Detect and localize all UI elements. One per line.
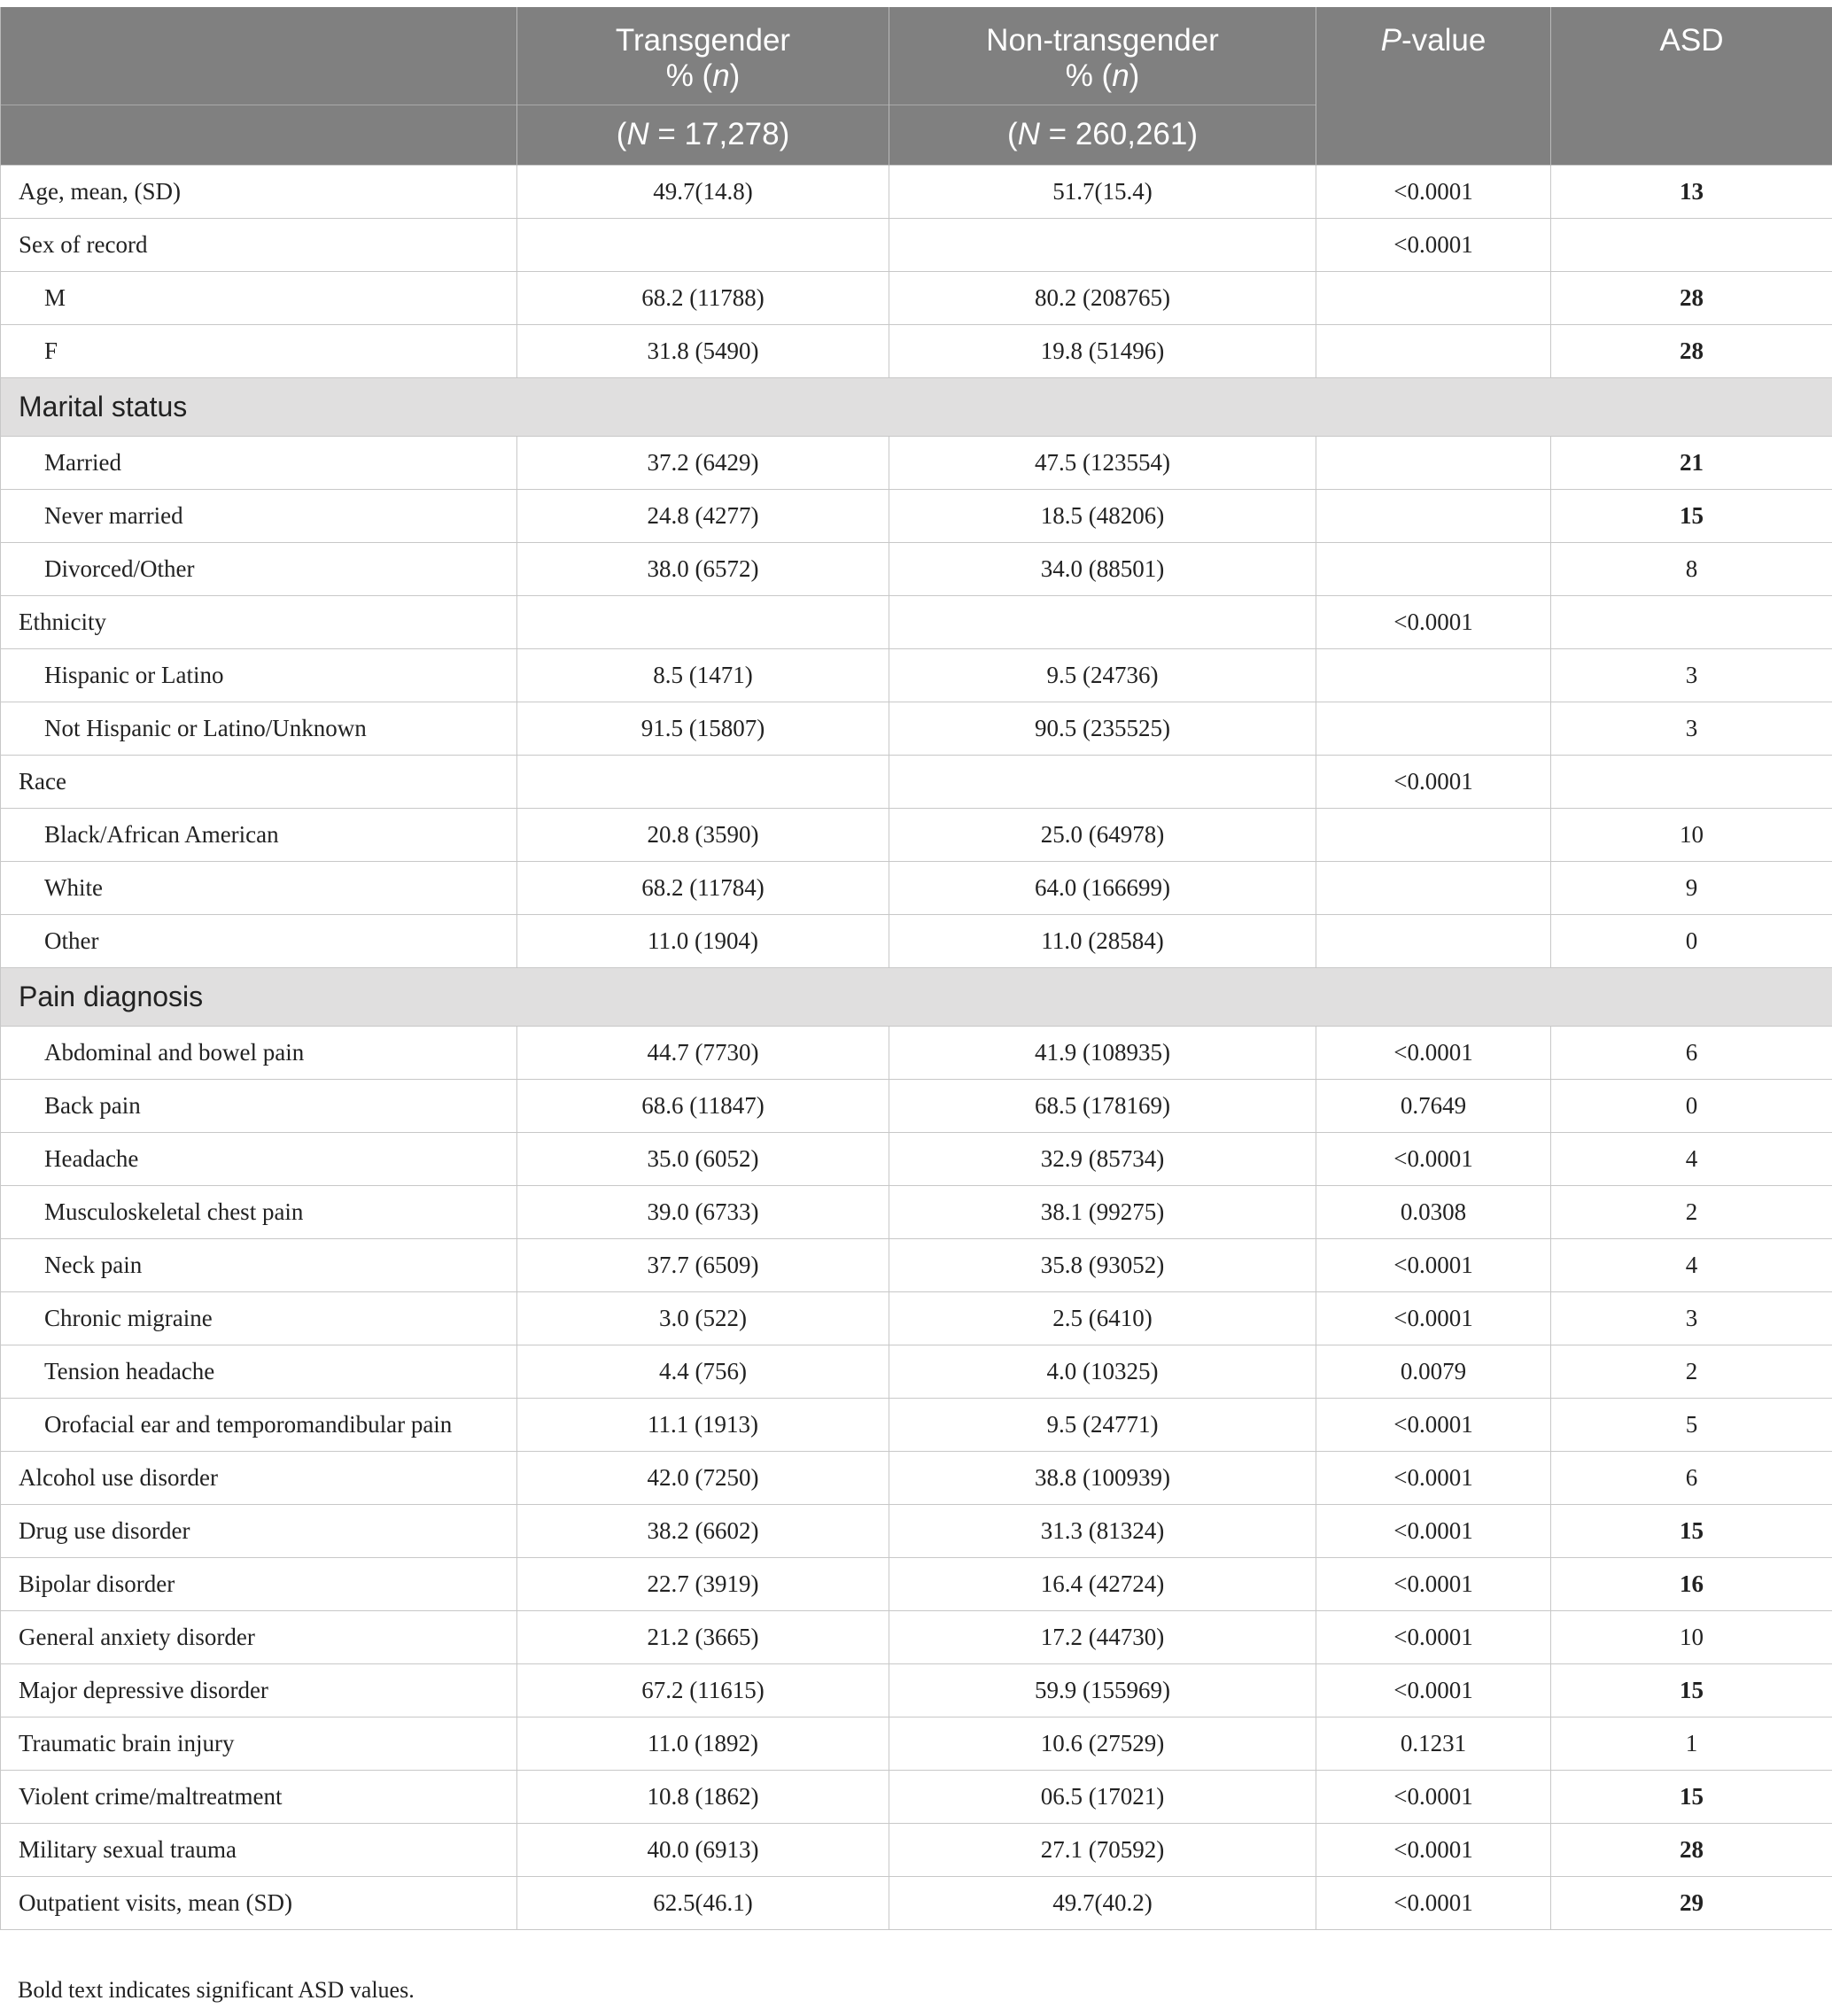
- nontransgender-value-cell: 27.1 (70592): [889, 1823, 1316, 1876]
- pvalue-cell: [1316, 324, 1551, 377]
- transgender-value-cell: 4.4 (756): [517, 1345, 889, 1398]
- transgender-value-cell: 39.0 (6733): [517, 1185, 889, 1238]
- transgender-value-cell: 68.2 (11788): [517, 271, 889, 324]
- table-row: [1, 702, 1832, 755]
- row-label-cell: Major depressive disorder: [1, 1663, 517, 1717]
- table-body: [1, 165, 1832, 1929]
- table-row: [1, 808, 1832, 861]
- row-label-cell: M: [1, 271, 517, 324]
- asd-value-cell: 5: [1551, 1398, 1832, 1451]
- pvalue-cell: [1316, 271, 1551, 324]
- table-row: [1, 324, 1832, 377]
- table-row: [1, 1238, 1832, 1291]
- transgender-value-cell: 68.6 (11847): [517, 1079, 889, 1132]
- nontransgender-value-cell: 64.0 (166699): [889, 861, 1316, 914]
- table-row: [1, 1398, 1832, 1451]
- header-pvalue: P-value: [1316, 7, 1551, 165]
- row-label-cell: Never married: [1, 489, 517, 542]
- pvalue-cell: <0.0001: [1316, 218, 1551, 271]
- table-row: [1, 1132, 1832, 1185]
- nontransgender-value-cell: [889, 595, 1316, 648]
- asd-value-cell: 0: [1551, 1079, 1832, 1132]
- row-label-cell: Orofacial ear and temporomandibular pain: [1, 1398, 517, 1451]
- asd-value-cell: 1: [1551, 1717, 1832, 1770]
- pvalue-cell: 0.0308: [1316, 1185, 1551, 1238]
- pvalue-cell: <0.0001: [1316, 1291, 1551, 1345]
- transgender-value-cell: 68.2 (11784): [517, 861, 889, 914]
- row-label-cell: Back pain: [1, 1079, 517, 1132]
- row-label-cell: Musculoskeletal chest pain: [1, 1185, 517, 1238]
- asd-value-cell: 6: [1551, 1451, 1832, 1504]
- table-footnote: Bold text indicates significant ASD values.: [18, 1977, 415, 2003]
- table-row: [1, 271, 1832, 324]
- asd-value-cell: 21: [1551, 436, 1832, 489]
- nontransgender-value-cell: 16.4 (42724): [889, 1557, 1316, 1610]
- pvalue-cell: [1316, 702, 1551, 755]
- nontransgender-value-cell: 9.5 (24736): [889, 648, 1316, 702]
- section-title: Pain diagnosis: [1, 967, 1832, 1026]
- transgender-value-cell: 37.7 (6509): [517, 1238, 889, 1291]
- asd-value-cell: 2: [1551, 1345, 1832, 1398]
- pvalue-cell: [1316, 542, 1551, 595]
- table-row: [1, 1876, 1832, 1929]
- transgender-value-cell: [517, 755, 889, 808]
- pvalue-cell: 0.0079: [1316, 1345, 1551, 1398]
- asd-value-cell: 28: [1551, 1823, 1832, 1876]
- transgender-value-cell: 21.2 (3665): [517, 1610, 889, 1663]
- pvalue-cell: <0.0001: [1316, 595, 1551, 648]
- row-label-cell: Race: [1, 755, 517, 808]
- transgender-value-cell: 8.5 (1471): [517, 648, 889, 702]
- row-label-cell: Tension headache: [1, 1345, 517, 1398]
- pvalue-cell: [1316, 436, 1551, 489]
- nontransgender-value-cell: 35.8 (93052): [889, 1238, 1316, 1291]
- table-header: [1, 7, 1832, 165]
- pvalue-cell: <0.0001: [1316, 1823, 1551, 1876]
- row-label-cell: Chronic migraine: [1, 1291, 517, 1345]
- transgender-value-cell: 44.7 (7730): [517, 1026, 889, 1079]
- row-label-cell: Headache: [1, 1132, 517, 1185]
- transgender-value-cell: [517, 595, 889, 648]
- row-label-cell: Alcohol use disorder: [1, 1451, 517, 1504]
- pvalue-cell: <0.0001: [1316, 1876, 1551, 1929]
- nontransgender-value-cell: 31.3 (81324): [889, 1504, 1316, 1557]
- pvalue-cell: <0.0001: [1316, 1238, 1551, 1291]
- pvalue-cell: [1316, 808, 1551, 861]
- table-row: [1, 1663, 1832, 1717]
- header-transgender-n: (N = 17,278): [517, 105, 889, 165]
- asd-value-cell: 3: [1551, 648, 1832, 702]
- row-label-cell: Not Hispanic or Latino/Unknown: [1, 702, 517, 755]
- section-header-row: [1, 377, 1832, 436]
- nontransgender-value-cell: 51.7(15.4): [889, 165, 1316, 218]
- transgender-value-cell: 10.8 (1862): [517, 1770, 889, 1823]
- header-asd: ASD: [1551, 7, 1832, 165]
- nontransgender-value-cell: 32.9 (85734): [889, 1132, 1316, 1185]
- transgender-value-cell: 38.2 (6602): [517, 1504, 889, 1557]
- transgender-value-cell: 20.8 (3590): [517, 808, 889, 861]
- table-row: [1, 436, 1832, 489]
- asd-value-cell: 29: [1551, 1876, 1832, 1929]
- row-label-cell: Outpatient visits, mean (SD): [1, 1876, 517, 1929]
- row-label-cell: Black/African American: [1, 808, 517, 861]
- table-row: [1, 861, 1832, 914]
- pvalue-cell: <0.0001: [1316, 165, 1551, 218]
- pvalue-cell: <0.0001: [1316, 1770, 1551, 1823]
- row-label-cell: Abdominal and bowel pain: [1, 1026, 517, 1079]
- asd-value-cell: 3: [1551, 702, 1832, 755]
- row-label-cell: Violent crime/maltreatment: [1, 1770, 517, 1823]
- asd-value-cell: 10: [1551, 808, 1832, 861]
- header-blank-cell: [1, 7, 517, 105]
- row-label-cell: Other: [1, 914, 517, 967]
- pvalue-cell: <0.0001: [1316, 1451, 1551, 1504]
- section-title: Marital status: [1, 377, 1832, 436]
- row-label-cell: Neck pain: [1, 1238, 517, 1291]
- transgender-value-cell: 31.8 (5490): [517, 324, 889, 377]
- asd-value-cell: 28: [1551, 324, 1832, 377]
- nontransgender-value-cell: 10.6 (27529): [889, 1717, 1316, 1770]
- nontransgender-value-cell: 17.2 (44730): [889, 1610, 1316, 1663]
- nontransgender-value-cell: [889, 755, 1316, 808]
- asd-value-cell: 15: [1551, 1663, 1832, 1717]
- transgender-value-cell: 35.0 (6052): [517, 1132, 889, 1185]
- table-row: [1, 542, 1832, 595]
- pvalue-cell: <0.0001: [1316, 1610, 1551, 1663]
- pvalue-cell: 0.7649: [1316, 1079, 1551, 1132]
- table-row: [1, 489, 1832, 542]
- asd-value-cell: 28: [1551, 271, 1832, 324]
- row-label-cell: Divorced/Other: [1, 542, 517, 595]
- transgender-value-cell: [517, 218, 889, 271]
- table-row: [1, 1504, 1832, 1557]
- table-row: [1, 1610, 1832, 1663]
- table-row: [1, 1770, 1832, 1823]
- table-row: [1, 1717, 1832, 1770]
- transgender-value-cell: 91.5 (15807): [517, 702, 889, 755]
- row-label-cell: Ethnicity: [1, 595, 517, 648]
- table-row: [1, 1079, 1832, 1132]
- asd-value-cell: [1551, 755, 1832, 808]
- transgender-value-cell: 37.2 (6429): [517, 436, 889, 489]
- row-label-cell: Bipolar disorder: [1, 1557, 517, 1610]
- nontransgender-value-cell: 25.0 (64978): [889, 808, 1316, 861]
- header-blank-cell-2: [1, 105, 517, 165]
- table-row: [1, 1557, 1832, 1610]
- pvalue-cell: 0.1231: [1316, 1717, 1551, 1770]
- transgender-value-cell: 67.2 (11615): [517, 1663, 889, 1717]
- asd-value-cell: 4: [1551, 1132, 1832, 1185]
- transgender-value-cell: 3.0 (522): [517, 1291, 889, 1345]
- asd-value-cell: 4: [1551, 1238, 1832, 1291]
- nontransgender-value-cell: 11.0 (28584): [889, 914, 1316, 967]
- asd-value-cell: 16: [1551, 1557, 1832, 1610]
- row-label-cell: F: [1, 324, 517, 377]
- nontransgender-label: Non-transgender: [986, 23, 1219, 58]
- row-label-cell: Hispanic or Latino: [1, 648, 517, 702]
- nontransgender-value-cell: 18.5 (48206): [889, 489, 1316, 542]
- asd-value-cell: 6: [1551, 1026, 1832, 1079]
- asd-value-cell: 9: [1551, 861, 1832, 914]
- transgender-value-cell: 38.0 (6572): [517, 542, 889, 595]
- pvalue-cell: <0.0001: [1316, 1132, 1551, 1185]
- nontransgender-value-cell: 90.5 (235525): [889, 702, 1316, 755]
- table-row: [1, 648, 1832, 702]
- header-transgender: Transgender % (n): [517, 7, 889, 105]
- row-label-cell: Military sexual trauma: [1, 1823, 517, 1876]
- table-row: [1, 1185, 1832, 1238]
- nontransgender-value-cell: 38.1 (99275): [889, 1185, 1316, 1238]
- transgender-value-cell: 49.7(14.8): [517, 165, 889, 218]
- nontransgender-value-cell: 38.8 (100939): [889, 1451, 1316, 1504]
- pvalue-cell: [1316, 861, 1551, 914]
- header-nontransgender: Non-transgender % (n): [889, 7, 1316, 105]
- table-row: [1, 218, 1832, 271]
- nontransgender-value-cell: 59.9 (155969): [889, 1663, 1316, 1717]
- asd-value-cell: 10: [1551, 1610, 1832, 1663]
- row-label-cell: Traumatic brain injury: [1, 1717, 517, 1770]
- asd-value-cell: 15: [1551, 489, 1832, 542]
- nontransgender-value-cell: 41.9 (108935): [889, 1026, 1316, 1079]
- asd-value-cell: 15: [1551, 1504, 1832, 1557]
- row-label-cell: Drug use disorder: [1, 1504, 517, 1557]
- table-row: [1, 595, 1832, 648]
- table-row: [1, 914, 1832, 967]
- nontransgender-value-cell: 4.0 (10325): [889, 1345, 1316, 1398]
- pvalue-cell: <0.0001: [1316, 1504, 1551, 1557]
- nontransgender-value-cell: 34.0 (88501): [889, 542, 1316, 595]
- table-row: [1, 165, 1832, 218]
- row-label-cell: General anxiety disorder: [1, 1610, 517, 1663]
- pvalue-cell: [1316, 489, 1551, 542]
- asd-value-cell: 3: [1551, 1291, 1832, 1345]
- pvalue-cell: <0.0001: [1316, 1663, 1551, 1717]
- header-nontransgender-n: (N = 260,261): [889, 105, 1316, 165]
- nontransgender-value-cell: 9.5 (24771): [889, 1398, 1316, 1451]
- transgender-value-cell: 11.0 (1892): [517, 1717, 889, 1770]
- row-label-cell: White: [1, 861, 517, 914]
- table-row: [1, 1291, 1832, 1345]
- characteristics-table: [0, 7, 1832, 1930]
- asd-value-cell: 8: [1551, 542, 1832, 595]
- nontransgender-value-cell: 68.5 (178169): [889, 1079, 1316, 1132]
- row-label-cell: Sex of record: [1, 218, 517, 271]
- table-row: [1, 1345, 1832, 1398]
- transgender-value-cell: 24.8 (4277): [517, 489, 889, 542]
- asd-value-cell: [1551, 595, 1832, 648]
- transgender-value-cell: 42.0 (7250): [517, 1451, 889, 1504]
- transgender-value-cell: 40.0 (6913): [517, 1823, 889, 1876]
- pvalue-cell: [1316, 914, 1551, 967]
- row-label-cell: Married: [1, 436, 517, 489]
- nontransgender-value-cell: 47.5 (123554): [889, 436, 1316, 489]
- nontransgender-value-cell: 06.5 (17021): [889, 1770, 1316, 1823]
- pvalue-cell: <0.0001: [1316, 755, 1551, 808]
- transgender-value-cell: 11.0 (1904): [517, 914, 889, 967]
- table-row: [1, 755, 1832, 808]
- transgender-label: Transgender: [615, 23, 791, 58]
- transgender-value-cell: 62.5(46.1): [517, 1876, 889, 1929]
- table-row: [1, 1451, 1832, 1504]
- nontransgender-value-cell: [889, 218, 1316, 271]
- pvalue-cell: <0.0001: [1316, 1557, 1551, 1610]
- asd-value-cell: 15: [1551, 1770, 1832, 1823]
- row-label-cell: Age, mean, (SD): [1, 165, 517, 218]
- table-row: [1, 1823, 1832, 1876]
- nontransgender-value-cell: 19.8 (51496): [889, 324, 1316, 377]
- asd-value-cell: [1551, 218, 1832, 271]
- table-row: [1, 1026, 1832, 1079]
- section-header-row: [1, 967, 1832, 1026]
- pvalue-cell: [1316, 648, 1551, 702]
- asd-value-cell: 13: [1551, 165, 1832, 218]
- transgender-value-cell: 22.7 (3919): [517, 1557, 889, 1610]
- nontransgender-value-cell: 80.2 (208765): [889, 271, 1316, 324]
- nontransgender-value-cell: 2.5 (6410): [889, 1291, 1316, 1345]
- transgender-value-cell: 11.1 (1913): [517, 1398, 889, 1451]
- pvalue-cell: <0.0001: [1316, 1398, 1551, 1451]
- pvalue-cell: <0.0001: [1316, 1026, 1551, 1079]
- table-container: [0, 7, 1832, 1930]
- asd-value-cell: 0: [1551, 914, 1832, 967]
- asd-value-cell: 2: [1551, 1185, 1832, 1238]
- nontransgender-value-cell: 49.7(40.2): [889, 1876, 1316, 1929]
